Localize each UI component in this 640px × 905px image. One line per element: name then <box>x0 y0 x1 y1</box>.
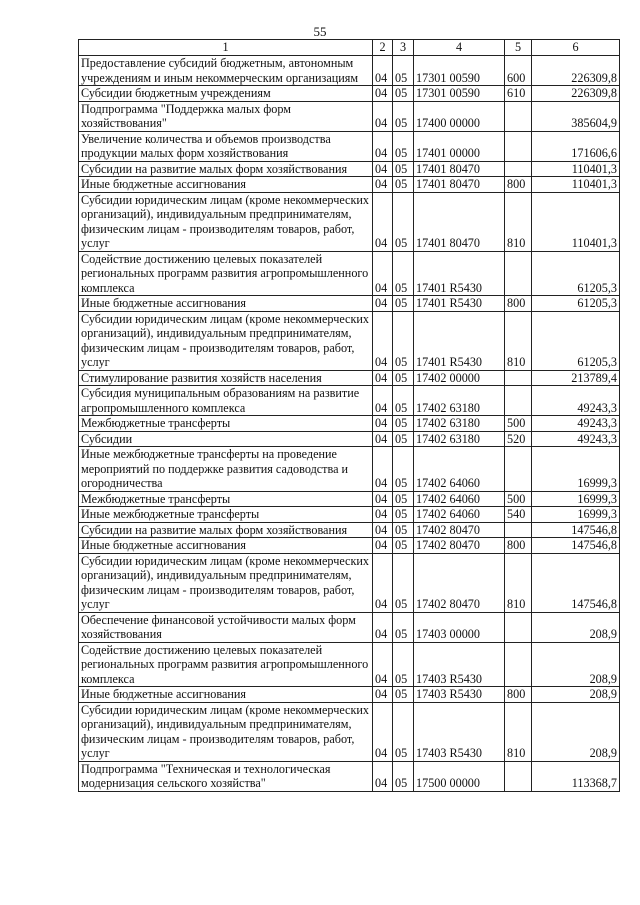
row-target-article-code: 17402 80470 <box>414 538 505 554</box>
row-section-code: 04 <box>373 431 393 447</box>
row-name: Субсидии юридическим лицам (кроме некоммерческих организаций), индивидуальным предпринимателям, физическим лицам - производителям товаров, работ, услуг <box>79 311 373 370</box>
row-name: Содействие достижению целевых показателей региональных программ развития агропромышленного комплекса <box>79 251 373 296</box>
row-expense-type-code: 810 <box>505 311 532 370</box>
table-row <box>79 431 620 447</box>
row-section-code: 04 <box>373 131 393 161</box>
row-expense-type-code: 500 <box>505 491 532 507</box>
row-amount: 208,9 <box>532 612 620 642</box>
row-name: Межбюджетные трансферты <box>79 416 373 432</box>
row-section-code: 04 <box>373 101 393 131</box>
row-expense-type-code: 600 <box>505 56 532 86</box>
row-amount: 113368,7 <box>532 761 620 791</box>
row-amount: 16999,3 <box>532 507 620 523</box>
row-section-code: 04 <box>373 161 393 177</box>
table-row <box>79 370 620 386</box>
row-name: Субсидия муниципальным образованиям на развитие агропромышленного комплекса <box>79 386 373 416</box>
row-expense-type-code: 810 <box>505 192 532 251</box>
row-section-code: 04 <box>373 370 393 386</box>
row-amount: 213789,4 <box>532 370 620 386</box>
table-row <box>79 687 620 703</box>
row-name: Субсидии бюджетным учреждениям <box>79 86 373 102</box>
row-subsection-code: 05 <box>393 370 414 386</box>
row-amount: 61205,3 <box>532 311 620 370</box>
row-subsection-code: 05 <box>393 522 414 538</box>
row-section-code: 04 <box>373 761 393 791</box>
row-subsection-code: 05 <box>393 177 414 193</box>
row-amount: 147546,8 <box>532 522 620 538</box>
table-row <box>79 702 620 761</box>
row-target-article-code: 17401 80470 <box>414 192 505 251</box>
row-target-article-code: 17500 00000 <box>414 761 505 791</box>
row-name: Иные межбюджетные трансферты <box>79 507 373 523</box>
row-amount: 226309,8 <box>532 86 620 102</box>
row-expense-type-code: 800 <box>505 538 532 554</box>
row-name: Предоставление субсидий бюджетным, автономным учреждениям и иным некоммерческим организациям <box>79 56 373 86</box>
row-name: Субсидии юридическим лицам (кроме некоммерческих организаций), индивидуальным предпринимателям, физическим лицам - производителям товаров, работ, услуг <box>79 192 373 251</box>
column-header-subsection: 3 <box>393 40 414 56</box>
row-subsection-code: 05 <box>393 491 414 507</box>
row-section-code: 04 <box>373 296 393 312</box>
row-expense-type-code: 810 <box>505 553 532 612</box>
row-expense-type-code <box>505 370 532 386</box>
row-target-article-code: 17400 00000 <box>414 101 505 131</box>
row-name: Стимулирование развития хозяйств населения <box>79 370 373 386</box>
row-subsection-code: 05 <box>393 416 414 432</box>
row-expense-type-code <box>505 522 532 538</box>
row-section-code: 04 <box>373 538 393 554</box>
row-subsection-code: 05 <box>393 431 414 447</box>
table-row <box>79 386 620 416</box>
row-amount: 49243,3 <box>532 416 620 432</box>
row-section-code: 04 <box>373 192 393 251</box>
row-expense-type-code: 800 <box>505 296 532 312</box>
row-target-article-code: 17401 80470 <box>414 161 505 177</box>
table-row <box>79 251 620 296</box>
row-expense-type-code: 520 <box>505 431 532 447</box>
row-target-article-code: 17401 R5430 <box>414 251 505 296</box>
row-section-code: 04 <box>373 56 393 86</box>
row-subsection-code: 05 <box>393 687 414 703</box>
row-subsection-code: 05 <box>393 161 414 177</box>
row-section-code: 04 <box>373 447 393 492</box>
row-subsection-code: 05 <box>393 761 414 791</box>
row-amount: 110401,3 <box>532 192 620 251</box>
column-header-amount: 6 <box>532 40 620 56</box>
table-row <box>79 296 620 312</box>
row-expense-type-code: 540 <box>505 507 532 523</box>
table-row <box>79 522 620 538</box>
row-expense-type-code: 500 <box>505 416 532 432</box>
row-amount: 385604,9 <box>532 101 620 131</box>
row-expense-type-code <box>505 386 532 416</box>
row-subsection-code: 05 <box>393 296 414 312</box>
row-expense-type-code <box>505 612 532 642</box>
row-name: Подпрограмма "Техническая и технологическая модернизация сельского хозяйства" <box>79 761 373 791</box>
row-name: Иные бюджетные ассигнования <box>79 687 373 703</box>
table-row <box>79 101 620 131</box>
row-expense-type-code: 810 <box>505 702 532 761</box>
table-body <box>79 56 620 792</box>
row-amount: 110401,3 <box>532 161 620 177</box>
table-header-row <box>79 40 620 56</box>
row-expense-type-code <box>505 447 532 492</box>
row-subsection-code: 05 <box>393 101 414 131</box>
row-section-code: 04 <box>373 86 393 102</box>
row-target-article-code: 17402 64060 <box>414 447 505 492</box>
row-subsection-code: 05 <box>393 553 414 612</box>
row-name: Субсидии на развитие малых форм хозяйствования <box>79 522 373 538</box>
row-subsection-code: 05 <box>393 507 414 523</box>
row-name: Субсидии юридическим лицам (кроме некоммерческих организаций), индивидуальным предпринимателям, физическим лицам - производителям товаров, работ, услуг <box>79 553 373 612</box>
row-expense-type-code <box>505 161 532 177</box>
table-row <box>79 86 620 102</box>
row-target-article-code: 17402 63180 <box>414 386 505 416</box>
row-expense-type-code <box>505 642 532 687</box>
row-amount: 147546,8 <box>532 538 620 554</box>
row-expense-type-code <box>505 251 532 296</box>
row-amount: 110401,3 <box>532 177 620 193</box>
page-number: 55 <box>313 24 327 39</box>
row-subsection-code: 05 <box>393 447 414 492</box>
row-target-article-code: 17301 00590 <box>414 56 505 86</box>
table-row <box>79 161 620 177</box>
row-amount: 49243,3 <box>532 431 620 447</box>
table-row <box>79 311 620 370</box>
row-amount: 147546,8 <box>532 553 620 612</box>
row-subsection-code: 05 <box>393 131 414 161</box>
column-header-name: 1 <box>79 40 373 56</box>
table-row <box>79 612 620 642</box>
row-subsection-code: 05 <box>393 56 414 86</box>
table-row <box>79 507 620 523</box>
table-row <box>79 491 620 507</box>
column-header-target-article: 4 <box>414 40 505 56</box>
row-name: Обеспечение финансовой устойчивости малых форм хозяйствования <box>79 612 373 642</box>
row-amount: 208,9 <box>532 642 620 687</box>
column-header-section: 2 <box>373 40 393 56</box>
row-subsection-code: 05 <box>393 192 414 251</box>
row-amount: 226309,8 <box>532 56 620 86</box>
row-amount: 61205,3 <box>532 296 620 312</box>
table-row <box>79 177 620 193</box>
row-expense-type-code <box>505 131 532 161</box>
row-expense-type-code: 610 <box>505 86 532 102</box>
table-row <box>79 416 620 432</box>
row-name: Увеличение количества и объемов производства продукции малых форм хозяйствования <box>79 131 373 161</box>
row-subsection-code: 05 <box>393 538 414 554</box>
row-target-article-code: 17402 00000 <box>414 370 505 386</box>
row-name: Иные бюджетные ассигнования <box>79 538 373 554</box>
row-section-code: 04 <box>373 612 393 642</box>
row-name: Межбюджетные трансферты <box>79 491 373 507</box>
column-header-expense-type: 5 <box>505 40 532 56</box>
row-section-code: 04 <box>373 507 393 523</box>
row-section-code: 04 <box>373 687 393 703</box>
row-target-article-code: 17402 63180 <box>414 431 505 447</box>
row-amount: 16999,3 <box>532 447 620 492</box>
row-section-code: 04 <box>373 311 393 370</box>
row-section-code: 04 <box>373 386 393 416</box>
row-target-article-code: 17403 R5430 <box>414 642 505 687</box>
row-amount: 208,9 <box>532 702 620 761</box>
row-amount: 171606,6 <box>532 131 620 161</box>
row-target-article-code: 17401 R5430 <box>414 296 505 312</box>
row-target-article-code: 17403 00000 <box>414 612 505 642</box>
row-amount: 49243,3 <box>532 386 620 416</box>
row-subsection-code: 05 <box>393 612 414 642</box>
row-target-article-code: 17301 00590 <box>414 86 505 102</box>
row-subsection-code: 05 <box>393 386 414 416</box>
table-row <box>79 192 620 251</box>
row-name: Субсидии юридическим лицам (кроме некоммерческих организаций), индивидуальным предпринимателям, физическим лицам - производителям товаров, работ, услуг <box>79 702 373 761</box>
row-expense-type-code: 800 <box>505 687 532 703</box>
row-target-article-code: 17403 R5430 <box>414 702 505 761</box>
row-target-article-code: 17401 00000 <box>414 131 505 161</box>
row-section-code: 04 <box>373 251 393 296</box>
budget-table <box>78 39 620 792</box>
row-name: Субсидии на развитие малых форм хозяйствования <box>79 161 373 177</box>
row-subsection-code: 05 <box>393 86 414 102</box>
row-target-article-code: 17403 R5430 <box>414 687 505 703</box>
row-name: Иные межбюджетные трансферты на проведение мероприятий по поддержке развития садоводства и огородничества <box>79 447 373 492</box>
row-subsection-code: 05 <box>393 251 414 296</box>
row-name: Иные бюджетные ассигнования <box>79 177 373 193</box>
row-section-code: 04 <box>373 642 393 687</box>
row-amount: 208,9 <box>532 687 620 703</box>
row-name: Содействие достижению целевых показателей региональных программ развития агропромышленного комплекса <box>79 642 373 687</box>
row-amount: 16999,3 <box>532 491 620 507</box>
row-section-code: 04 <box>373 491 393 507</box>
row-subsection-code: 05 <box>393 702 414 761</box>
row-section-code: 04 <box>373 416 393 432</box>
row-target-article-code: 17401 R5430 <box>414 311 505 370</box>
row-name: Подпрограмма "Поддержка малых форм хозяйствования" <box>79 101 373 131</box>
table-row <box>79 56 620 86</box>
row-target-article-code: 17402 80470 <box>414 553 505 612</box>
row-amount: 61205,3 <box>532 251 620 296</box>
row-section-code: 04 <box>373 177 393 193</box>
table-row <box>79 447 620 492</box>
row-section-code: 04 <box>373 553 393 612</box>
row-name: Субсидии <box>79 431 373 447</box>
table-row <box>79 131 620 161</box>
row-subsection-code: 05 <box>393 311 414 370</box>
table-row <box>79 553 620 612</box>
row-expense-type-code <box>505 101 532 131</box>
table-row <box>79 538 620 554</box>
row-section-code: 04 <box>373 702 393 761</box>
row-target-article-code: 17402 64060 <box>414 491 505 507</box>
row-target-article-code: 17402 64060 <box>414 507 505 523</box>
row-expense-type-code: 800 <box>505 177 532 193</box>
row-subsection-code: 05 <box>393 642 414 687</box>
row-target-article-code: 17402 80470 <box>414 522 505 538</box>
row-section-code: 04 <box>373 522 393 538</box>
row-expense-type-code <box>505 761 532 791</box>
row-name: Иные бюджетные ассигнования <box>79 296 373 312</box>
row-target-article-code: 17402 63180 <box>414 416 505 432</box>
table-row <box>79 642 620 687</box>
row-target-article-code: 17401 80470 <box>414 177 505 193</box>
table-row <box>79 761 620 791</box>
